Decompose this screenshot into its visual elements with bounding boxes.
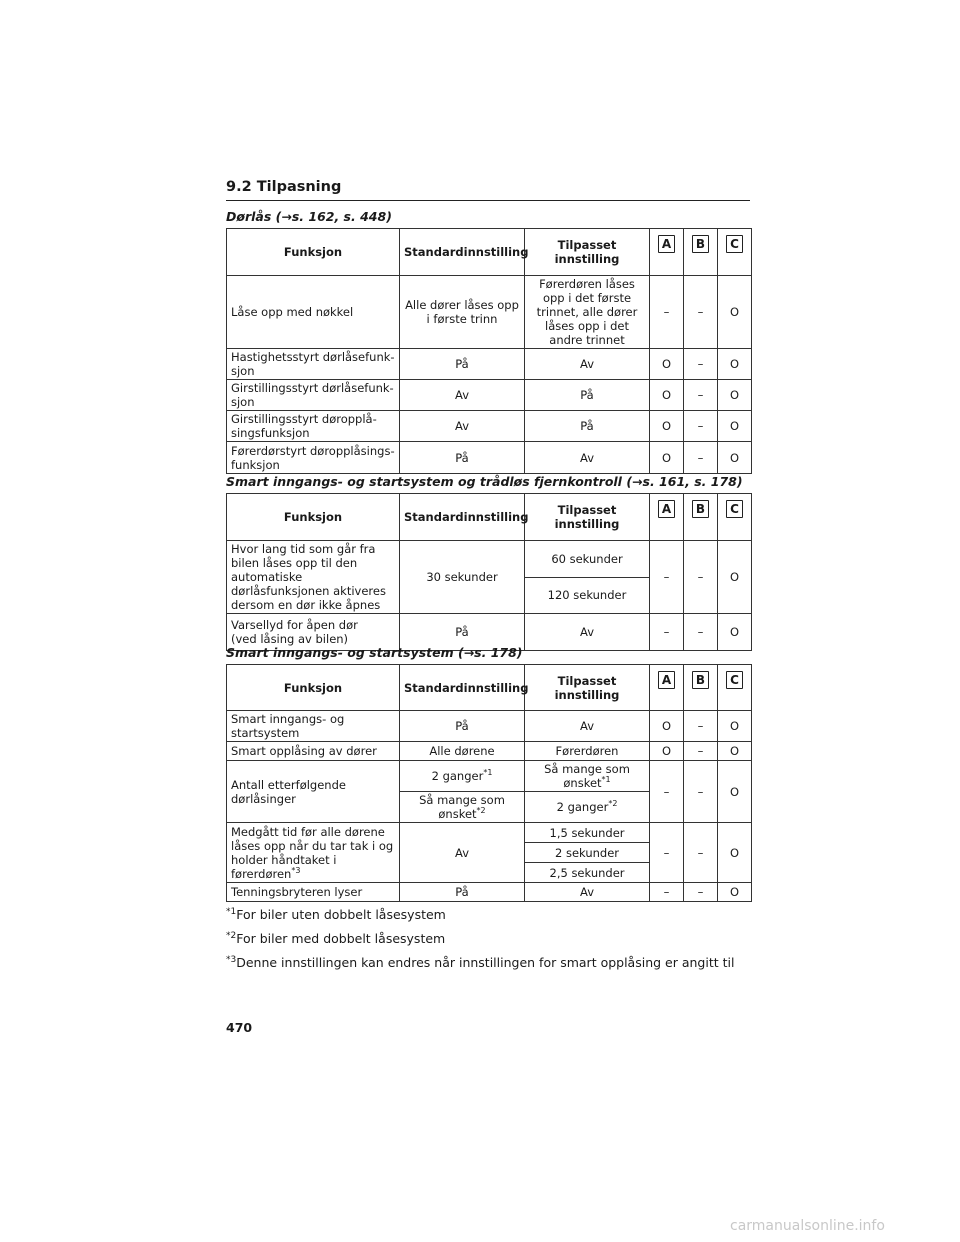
header-a xyxy=(650,665,684,711)
letter-c-icon: C xyxy=(726,235,743,253)
table-2-title: Smart inngangs- og startsystem og trådløs fjernkontroll (→s. 161, s. 178) xyxy=(226,474,743,489)
header-custom: Tilpasset innstilling xyxy=(525,229,650,276)
header-function: Funksjon xyxy=(227,229,400,276)
header-a xyxy=(650,229,684,276)
header-c xyxy=(718,229,752,276)
header-function: Funksjon xyxy=(227,665,400,711)
table-row: Låse opp med nøkkel Alle dører låses opp i første trinn Førerdøren låses opp i det første trinnet, alle dører låses opp i det andre trinnet – – O xyxy=(227,276,752,349)
table-1-title: Dørlås (→s. 162, s. 448) xyxy=(226,209,392,224)
letter-a-icon: A xyxy=(658,500,675,518)
section-header xyxy=(226,178,750,201)
header-b xyxy=(684,494,718,541)
header-default: Standardinnstilling xyxy=(400,665,525,711)
smart-entry-table xyxy=(226,664,752,902)
door-lock-table xyxy=(226,228,752,474)
table-header-row xyxy=(227,665,752,711)
footnote-1: $^{*1}$For biler uten dobbelt låsesystem xyxy=(226,906,446,922)
header-b xyxy=(684,665,718,711)
letter-b-icon: B xyxy=(692,235,709,253)
letter-c-icon: C xyxy=(726,500,743,518)
footnote-3: $^{*3}$Denne innstillingen kan endres når innstillingen for smart opplåsing er angitt til xyxy=(226,954,735,970)
smart-entry-remote-table xyxy=(226,493,752,651)
table-row: Girstillingsstyrt dørlåsefunk- sjon Av På O – O xyxy=(227,380,752,411)
table-row: 2 sekunder xyxy=(227,843,752,863)
letter-b-icon: B xyxy=(692,671,709,689)
table-row: Smart opplåsing av dører Alle dørene Førerdøren O – O xyxy=(227,742,752,761)
footnote-2: $^{*2}$For biler med dobbelt låsesystem xyxy=(226,930,446,946)
table-row: Førerdørstyrt døropplåsings- funksjon På Av O – O xyxy=(227,442,752,474)
table-row: Girstillingsstyrt døropplå- singsfunksjon Av På O – O xyxy=(227,411,752,442)
table-row: Tenningsbryteren lyser På Av – – O xyxy=(227,883,752,902)
table-row: Hvor lang tid som går fra bilen låses opp til den automatiske dørlåsfunksjonen aktiveres dersom en dør ikke åpnes 30 sekunder 60 sekunder – – O xyxy=(227,541,752,578)
table-row: Antall etterfølgende dørlåsinger 2 ganger$^{*1}$ Så mange som ønsket$^{*1}$ – – O xyxy=(227,761,752,792)
table-header-row xyxy=(227,494,752,541)
header-c xyxy=(718,665,752,711)
watermark: carmanualsonline.info xyxy=(730,1218,885,1234)
header-custom: Tilpasset innstilling xyxy=(525,665,650,711)
section-title: 9.2 Tilpasning xyxy=(226,179,342,195)
header-default: Standardinnstilling xyxy=(400,494,525,541)
letter-a-icon: A xyxy=(658,671,675,689)
table-row: Varsellyd for åpen dør (ved låsing av bilen) På Av – – O xyxy=(227,614,752,651)
table-header-row xyxy=(227,229,752,276)
table-row: 120 sekunder xyxy=(227,577,752,614)
table-row: Smart inngangs- og startsystem På Av O – O xyxy=(227,711,752,742)
header-default: Standardinnstilling xyxy=(400,229,525,276)
table-row: Medgått tid før alle dørene låses opp når du tar tak i og holder håndtaket i førerdøren$^{*3}$ Av 1,5 sekunder – – O xyxy=(227,823,752,843)
page-number: 470 xyxy=(226,1020,253,1035)
letter-a-icon: A xyxy=(658,235,675,253)
header-b xyxy=(684,229,718,276)
table-row: 2,5 sekunder xyxy=(227,863,752,883)
header-custom: Tilpasset innstilling xyxy=(525,494,650,541)
header-a xyxy=(650,494,684,541)
table-row: Så mange som ønsket$^{*2}$ 2 ganger$^{*2}$ xyxy=(227,792,752,823)
letter-c-icon: C xyxy=(726,671,743,689)
letter-b-icon: B xyxy=(692,500,709,518)
header-function: Funksjon xyxy=(227,494,400,541)
table-3-title: Smart inngangs- og startsystem (→s. 178) xyxy=(226,645,523,660)
header-c xyxy=(718,494,752,541)
table-row: Hastighetsstyrt dørlåsefunk- sjon På Av O – O xyxy=(227,349,752,380)
